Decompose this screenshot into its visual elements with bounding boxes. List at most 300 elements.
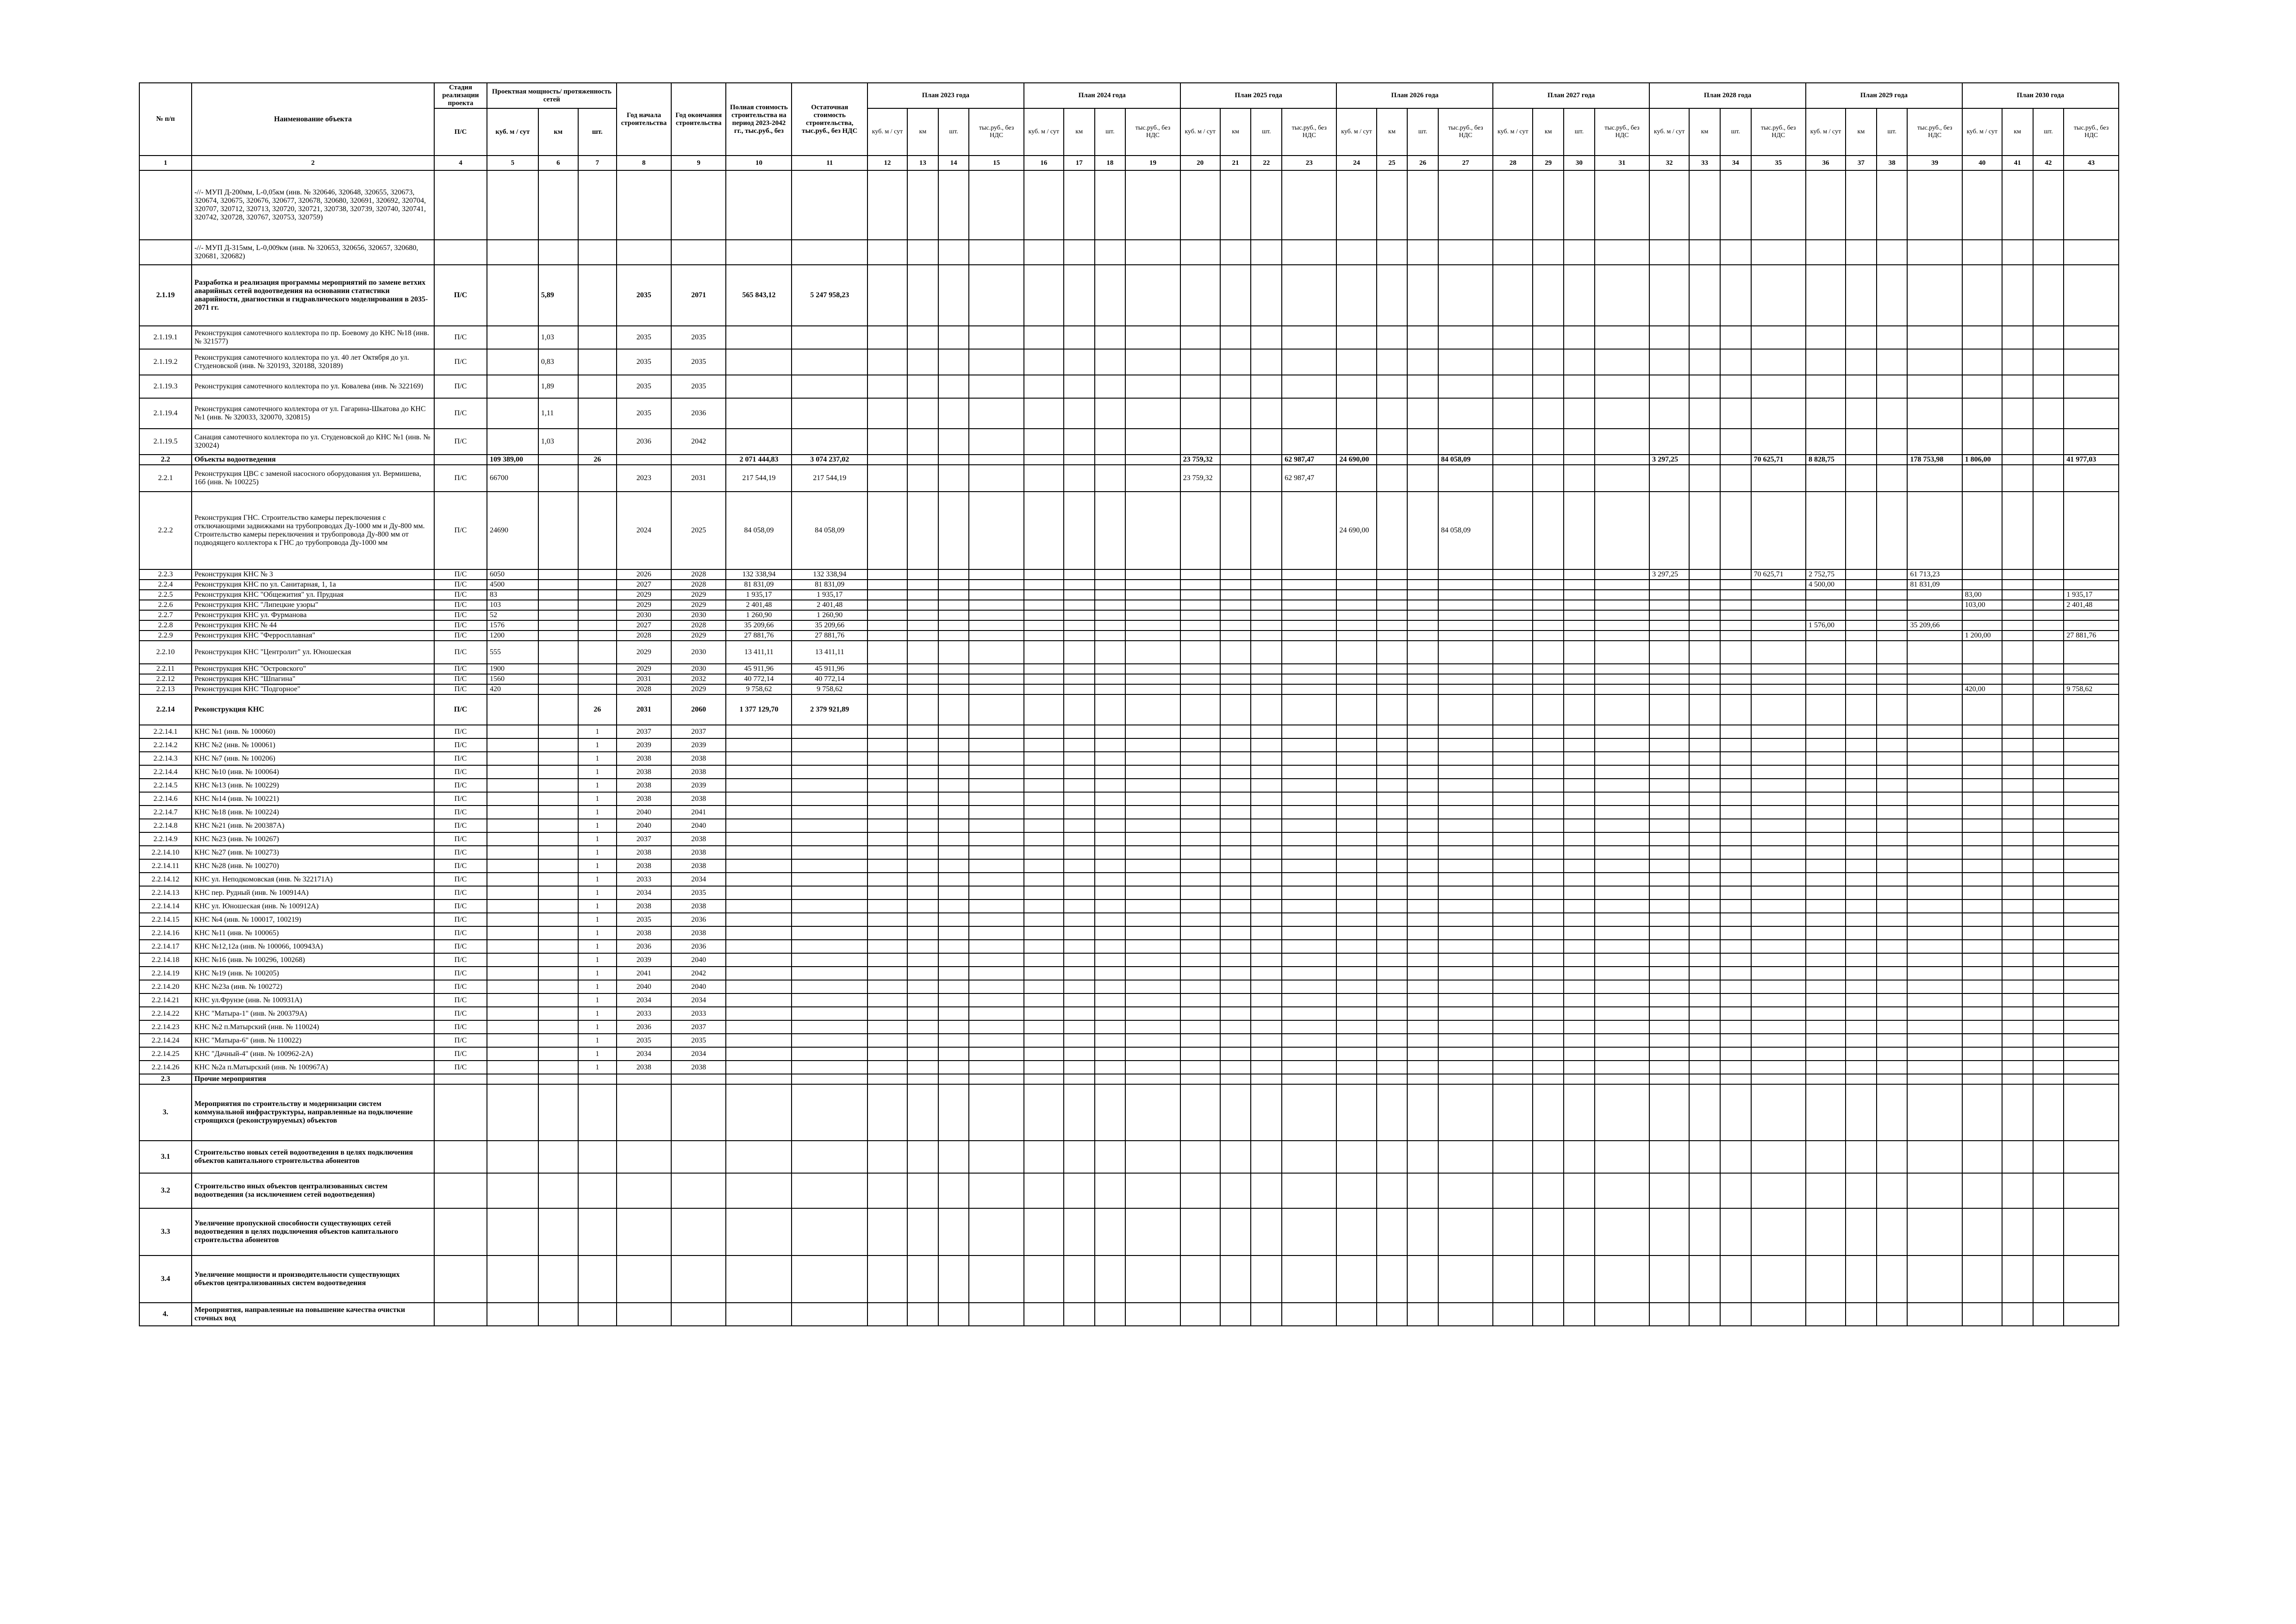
cell-col-22 xyxy=(1251,600,1282,610)
cell-col-41 xyxy=(2002,375,2033,398)
cell-col-29 xyxy=(1533,886,1564,899)
cell-col-18 xyxy=(1095,993,1126,1007)
cell-col-35 xyxy=(1751,913,1806,926)
cell-col-36 xyxy=(1806,684,1846,694)
cell-col-20 xyxy=(1180,1007,1220,1020)
column-number: 15 xyxy=(969,156,1023,170)
cell-col-34 xyxy=(1720,953,1751,967)
cell-col-41 xyxy=(2002,765,2033,779)
cell-col-13 xyxy=(907,819,938,832)
cell-col-22 xyxy=(1251,170,1282,240)
cell-col-6 xyxy=(538,1007,578,1020)
cell-col-10: 27 881,76 xyxy=(726,631,792,641)
subheader-ps: П/С xyxy=(434,108,487,156)
cell-col-36 xyxy=(1806,873,1846,886)
cell-col-10 xyxy=(726,899,792,913)
cell-col-31 xyxy=(1595,980,1649,993)
cell-col-42 xyxy=(2033,846,2064,859)
cell-col-21 xyxy=(1220,752,1251,765)
cell-col-28 xyxy=(1493,240,1533,265)
cell-col-29 xyxy=(1533,1061,1564,1074)
cell-col-18 xyxy=(1095,1047,1126,1061)
cell-col-39 xyxy=(1907,765,1962,779)
cell-col-43 xyxy=(2064,664,2119,674)
cell-col-11 xyxy=(792,752,867,765)
plan-2028-rub-header: тыс.руб., без НДС xyxy=(1751,108,1806,156)
row-number: 2.2.10 xyxy=(139,641,192,664)
cell-col-12 xyxy=(867,738,907,752)
cell-col-28 xyxy=(1493,349,1533,375)
cell-col-43 xyxy=(2064,846,2119,859)
cell-col-33 xyxy=(1689,873,1720,886)
cell-col-11 xyxy=(792,1020,867,1034)
cell-col-36 xyxy=(1806,1084,1846,1141)
cell-col-33 xyxy=(1689,684,1720,694)
cell-col-25 xyxy=(1377,492,1408,569)
cell-col-37 xyxy=(1846,926,1877,940)
plan-2029-m3-header: куб. м / сут xyxy=(1806,108,1846,156)
cell-col-38 xyxy=(1877,1074,1908,1084)
cell-col-10 xyxy=(726,1074,792,1084)
cell-col-11: 35 209,66 xyxy=(792,620,867,631)
cell-col-43 xyxy=(2064,926,2119,940)
cell-col-23 xyxy=(1282,684,1336,694)
cell-col-36 xyxy=(1806,792,1846,806)
cell-col-38 xyxy=(1877,886,1908,899)
cell-col-19 xyxy=(1125,492,1180,569)
cell-col-7: 1 xyxy=(578,1061,617,1074)
cell-col-17 xyxy=(1064,926,1095,940)
cell-col-39 xyxy=(1907,349,1962,375)
cell-col-15 xyxy=(969,967,1023,980)
cell-col-39 xyxy=(1907,792,1962,806)
cell-col-8: 2041 xyxy=(617,967,671,980)
cell-col-19 xyxy=(1125,375,1180,398)
cell-col-25 xyxy=(1377,926,1408,940)
cell-col-14 xyxy=(938,819,969,832)
cell-col-18 xyxy=(1095,610,1126,620)
cell-col-19 xyxy=(1125,1141,1180,1173)
cell-col-22 xyxy=(1251,993,1282,1007)
cell-col-25 xyxy=(1377,170,1408,240)
object-name: Реконструкция ГНС. Строительство камеры переключения с отключающими задвижками на трубопроводах Ду-1000 мм и Ду-800 мм. Строительство камеры переключения и трубопровода Ду-800 мм от подводящего коллектора к ГНС до трубопровода Ду-1000 мм xyxy=(192,492,434,569)
cell-col-9: 2038 xyxy=(671,1061,726,1074)
object-name: Реконструкция КНС № 44 xyxy=(192,620,434,631)
cell-col-21 xyxy=(1220,694,1251,725)
cell-col-26 xyxy=(1407,792,1438,806)
cell-col-37 xyxy=(1846,1303,1877,1326)
cell-col-31 xyxy=(1595,265,1649,326)
cell-col-36 xyxy=(1806,265,1846,326)
cell-col-6 xyxy=(538,899,578,913)
cell-col-16 xyxy=(1024,684,1064,694)
cell-col-4: П/С xyxy=(434,326,487,349)
cell-col-41 xyxy=(2002,569,2033,580)
cell-col-13 xyxy=(907,590,938,600)
row-number: 2.2.8 xyxy=(139,620,192,631)
cell-col-33 xyxy=(1689,610,1720,620)
cell-col-37 xyxy=(1846,792,1877,806)
cell-col-27 xyxy=(1438,600,1493,610)
cell-col-16 xyxy=(1024,465,1064,492)
cell-col-40 xyxy=(1962,1020,2002,1034)
cell-col-32 xyxy=(1649,819,1689,832)
object-name: КНС №2а п.Матырский (инв. № 100967А) xyxy=(192,1061,434,1074)
cell-col-7 xyxy=(578,429,617,455)
cell-col-24 xyxy=(1336,600,1376,610)
cell-col-28 xyxy=(1493,738,1533,752)
cell-col-26 xyxy=(1407,694,1438,725)
cell-col-29 xyxy=(1533,590,1564,600)
cell-col-23 xyxy=(1282,170,1336,240)
cell-col-42 xyxy=(2033,492,2064,569)
cell-col-12 xyxy=(867,993,907,1007)
cell-col-20 xyxy=(1180,1173,1220,1208)
cell-col-34 xyxy=(1720,349,1751,375)
row-number: 2.2.14.11 xyxy=(139,859,192,873)
cell-col-39 xyxy=(1907,610,1962,620)
cell-col-19 xyxy=(1125,899,1180,913)
cell-col-23 xyxy=(1282,694,1336,725)
cell-col-15 xyxy=(969,765,1023,779)
column-number: 36 xyxy=(1806,156,1846,170)
cell-col-23 xyxy=(1282,1020,1336,1034)
cell-col-38 xyxy=(1877,1061,1908,1074)
cell-col-30 xyxy=(1564,674,1595,684)
cell-col-34 xyxy=(1720,170,1751,240)
cell-col-11 xyxy=(792,1303,867,1326)
cell-col-35 xyxy=(1751,600,1806,610)
cell-col-37 xyxy=(1846,899,1877,913)
cell-col-24 xyxy=(1336,779,1376,792)
cell-col-6 xyxy=(538,926,578,940)
cell-col-22 xyxy=(1251,674,1282,684)
cell-col-30 xyxy=(1564,349,1595,375)
cell-col-38 xyxy=(1877,1020,1908,1034)
cell-col-12 xyxy=(867,886,907,899)
cell-col-40: 1 806,00 xyxy=(1962,455,2002,465)
cell-col-42 xyxy=(2033,873,2064,886)
table-row xyxy=(139,1007,2119,1020)
cell-col-32 xyxy=(1649,580,1689,590)
cell-col-17 xyxy=(1064,684,1095,694)
cell-col-9: 2038 xyxy=(671,832,726,846)
table-row xyxy=(139,725,2119,738)
row-number: 2.2.3 xyxy=(139,569,192,580)
cell-col-31 xyxy=(1595,1141,1649,1173)
cell-col-10 xyxy=(726,1034,792,1047)
cell-col-4: П/С xyxy=(434,832,487,846)
cell-col-30 xyxy=(1564,913,1595,926)
cell-col-5: 52 xyxy=(487,610,538,620)
cell-col-10 xyxy=(726,926,792,940)
cell-col-19 xyxy=(1125,240,1180,265)
cell-col-12 xyxy=(867,792,907,806)
cell-col-25 xyxy=(1377,1061,1408,1074)
cell-col-17 xyxy=(1064,326,1095,349)
cell-col-9: 2032 xyxy=(671,674,726,684)
object-name: Мероприятия, направленные на повышение качества очистки сточных вод xyxy=(192,1303,434,1326)
subheader-m3: куб. м / сут xyxy=(487,108,538,156)
cell-col-40 xyxy=(1962,993,2002,1007)
row-number: 2.2.14.19 xyxy=(139,967,192,980)
object-name: Увеличение мощности и производительности существующих объектов централизованных систем водоотведения xyxy=(192,1255,434,1303)
cell-col-26 xyxy=(1407,846,1438,859)
cell-col-27: 84 058,09 xyxy=(1438,492,1493,569)
cell-col-20 xyxy=(1180,398,1220,429)
cell-col-28 xyxy=(1493,980,1533,993)
cell-col-32 xyxy=(1649,980,1689,993)
cell-col-35 xyxy=(1751,806,1806,819)
cell-col-7: 1 xyxy=(578,832,617,846)
cell-col-41 xyxy=(2002,580,2033,590)
cell-col-9: 2029 xyxy=(671,631,726,641)
cell-col-22 xyxy=(1251,1255,1282,1303)
cell-col-17 xyxy=(1064,1034,1095,1047)
cell-col-7 xyxy=(578,641,617,664)
cell-col-22 xyxy=(1251,465,1282,492)
cell-col-6 xyxy=(538,465,578,492)
cell-col-36 xyxy=(1806,953,1846,967)
cell-col-26 xyxy=(1407,940,1438,953)
cell-col-43 xyxy=(2064,349,2119,375)
cell-col-17 xyxy=(1064,1255,1095,1303)
cell-col-19 xyxy=(1125,1303,1180,1326)
cell-col-28 xyxy=(1493,846,1533,859)
cell-col-32 xyxy=(1649,1303,1689,1326)
cell-col-8: 2038 xyxy=(617,926,671,940)
cell-col-25 xyxy=(1377,375,1408,398)
cell-col-18 xyxy=(1095,240,1126,265)
cell-col-5: 1560 xyxy=(487,674,538,684)
cell-col-11: 2 401,48 xyxy=(792,600,867,610)
cell-col-23 xyxy=(1282,1034,1336,1047)
row-number: 2.1.19.1 xyxy=(139,326,192,349)
cell-col-41 xyxy=(2002,620,2033,631)
cell-col-15 xyxy=(969,600,1023,610)
cell-col-37 xyxy=(1846,725,1877,738)
table-row xyxy=(139,1173,2119,1208)
cell-col-40 xyxy=(1962,940,2002,953)
cell-col-14 xyxy=(938,240,969,265)
cell-col-35 xyxy=(1751,641,1806,664)
plan-2026-rub-header: тыс.руб., без НДС xyxy=(1438,108,1493,156)
row-number: 3.3 xyxy=(139,1208,192,1255)
cell-col-34 xyxy=(1720,580,1751,590)
cell-col-40 xyxy=(1962,1255,2002,1303)
row-number: 3. xyxy=(139,1084,192,1141)
cell-col-34 xyxy=(1720,980,1751,993)
cell-col-17 xyxy=(1064,569,1095,580)
cell-col-25 xyxy=(1377,1047,1408,1061)
cell-col-36 xyxy=(1806,398,1846,429)
cell-col-18 xyxy=(1095,886,1126,899)
cell-col-37 xyxy=(1846,1084,1877,1141)
cell-col-26 xyxy=(1407,738,1438,752)
cell-col-17 xyxy=(1064,993,1095,1007)
cell-col-42 xyxy=(2033,265,2064,326)
plan-2025-sht-header: шт. xyxy=(1251,108,1282,156)
cell-col-11: 2 379 921,89 xyxy=(792,694,867,725)
table-row xyxy=(139,926,2119,940)
cell-col-20 xyxy=(1180,913,1220,926)
cell-col-32 xyxy=(1649,899,1689,913)
cell-col-13 xyxy=(907,641,938,664)
cell-col-7 xyxy=(578,1208,617,1255)
cell-col-17 xyxy=(1064,738,1095,752)
cell-col-25 xyxy=(1377,1084,1408,1141)
cell-col-31 xyxy=(1595,1034,1649,1047)
cell-col-41 xyxy=(2002,1208,2033,1255)
cell-col-9: 2038 xyxy=(671,926,726,940)
cell-col-21 xyxy=(1220,913,1251,926)
cell-col-37 xyxy=(1846,953,1877,967)
cell-col-14 xyxy=(938,765,969,779)
row-number: 2.2.1 xyxy=(139,465,192,492)
cell-col-25 xyxy=(1377,465,1408,492)
cell-col-35 xyxy=(1751,1303,1806,1326)
cell-col-27 xyxy=(1438,674,1493,684)
cell-col-9: 2029 xyxy=(671,684,726,694)
cell-col-22 xyxy=(1251,1173,1282,1208)
cell-col-24 xyxy=(1336,1047,1376,1061)
cell-col-5 xyxy=(487,1084,538,1141)
column-number: 28 xyxy=(1493,156,1533,170)
cell-col-12 xyxy=(867,779,907,792)
cell-col-21 xyxy=(1220,580,1251,590)
cell-col-21 xyxy=(1220,1303,1251,1326)
cell-col-16 xyxy=(1024,926,1064,940)
row-number: 2.2.2 xyxy=(139,492,192,569)
cell-col-41 xyxy=(2002,349,2033,375)
cell-col-40 xyxy=(1962,492,2002,569)
row-number: 2.1.19.4 xyxy=(139,398,192,429)
cell-col-22 xyxy=(1251,980,1282,993)
cell-col-17 xyxy=(1064,620,1095,631)
cell-col-27 xyxy=(1438,664,1493,674)
cell-col-10: 565 843,12 xyxy=(726,265,792,326)
cell-col-5: 109 389,00 xyxy=(487,455,538,465)
cell-col-5 xyxy=(487,1208,538,1255)
cell-col-13 xyxy=(907,492,938,569)
cell-col-19 xyxy=(1125,1007,1180,1020)
cell-col-14 xyxy=(938,940,969,953)
cell-col-28 xyxy=(1493,664,1533,674)
table-row xyxy=(139,846,2119,859)
cell-col-6 xyxy=(538,940,578,953)
cell-col-23 xyxy=(1282,765,1336,779)
cell-col-13 xyxy=(907,913,938,926)
cell-col-31 xyxy=(1595,429,1649,455)
cell-col-6 xyxy=(538,600,578,610)
row-number: 2.2.14.23 xyxy=(139,1020,192,1034)
cell-col-6 xyxy=(538,1303,578,1326)
cell-col-26 xyxy=(1407,980,1438,993)
cell-col-25 xyxy=(1377,429,1408,455)
cell-col-40 xyxy=(1962,375,2002,398)
cell-col-34 xyxy=(1720,899,1751,913)
cell-col-36 xyxy=(1806,806,1846,819)
cell-col-19 xyxy=(1125,620,1180,631)
object-name: КНС "Матыра-1" (инв. № 200379А) xyxy=(192,1007,434,1020)
cell-col-23 xyxy=(1282,819,1336,832)
cell-col-16 xyxy=(1024,1173,1064,1208)
cell-col-23: 62 987,47 xyxy=(1282,465,1336,492)
cell-col-14 xyxy=(938,641,969,664)
cell-col-30 xyxy=(1564,886,1595,899)
cell-col-7: 1 xyxy=(578,846,617,859)
cell-col-12 xyxy=(867,1061,907,1074)
cell-col-19 xyxy=(1125,926,1180,940)
cell-col-14 xyxy=(938,1047,969,1061)
cell-col-9: 2025 xyxy=(671,492,726,569)
cell-col-22 xyxy=(1251,1208,1282,1255)
cell-col-32 xyxy=(1649,465,1689,492)
cell-col-18 xyxy=(1095,349,1126,375)
cell-col-13 xyxy=(907,967,938,980)
cell-col-8: 2030 xyxy=(617,610,671,620)
table-row xyxy=(139,1020,2119,1034)
cell-col-38 xyxy=(1877,940,1908,953)
object-name: Строительство новых сетей водоотведения в целях подключения объектов капитального строительства абонентов xyxy=(192,1141,434,1173)
cell-col-29 xyxy=(1533,1173,1564,1208)
cell-col-29 xyxy=(1533,641,1564,664)
cell-col-32 xyxy=(1649,620,1689,631)
cell-col-39 xyxy=(1907,1208,1962,1255)
cell-col-41 xyxy=(2002,859,2033,873)
cell-col-13 xyxy=(907,674,938,684)
cell-col-12 xyxy=(867,375,907,398)
cell-col-33 xyxy=(1689,1007,1720,1020)
cell-col-7: 1 xyxy=(578,980,617,993)
cell-col-7: 1 xyxy=(578,1047,617,1061)
cell-col-10 xyxy=(726,429,792,455)
cell-col-34 xyxy=(1720,725,1751,738)
cell-col-36 xyxy=(1806,694,1846,725)
cell-col-30 xyxy=(1564,993,1595,1007)
cell-col-37 xyxy=(1846,240,1877,265)
cell-col-9: 2034 xyxy=(671,1047,726,1061)
cell-col-19 xyxy=(1125,349,1180,375)
cell-col-24 xyxy=(1336,819,1376,832)
cell-col-13 xyxy=(907,1047,938,1061)
cell-col-35 xyxy=(1751,886,1806,899)
header-plan-2029: План 2029 года xyxy=(1806,83,1962,108)
cell-col-10 xyxy=(726,375,792,398)
cell-col-36 xyxy=(1806,899,1846,913)
cell-col-27 xyxy=(1438,429,1493,455)
cell-col-25 xyxy=(1377,580,1408,590)
cell-col-17 xyxy=(1064,1141,1095,1173)
cell-col-34 xyxy=(1720,926,1751,940)
cell-col-29 xyxy=(1533,694,1564,725)
cell-col-16 xyxy=(1024,580,1064,590)
plan-2027-km-header: км xyxy=(1533,108,1564,156)
cell-col-26 xyxy=(1407,620,1438,631)
cell-col-34 xyxy=(1720,1255,1751,1303)
cell-col-12 xyxy=(867,620,907,631)
cell-col-13 xyxy=(907,1255,938,1303)
cell-col-19 xyxy=(1125,1034,1180,1047)
cell-col-5 xyxy=(487,886,538,899)
cell-col-24 xyxy=(1336,1303,1376,1326)
cell-col-34 xyxy=(1720,1034,1751,1047)
cell-col-4 xyxy=(434,1303,487,1326)
cell-col-17 xyxy=(1064,873,1095,886)
cell-col-11: 217 544,19 xyxy=(792,465,867,492)
cell-col-20 xyxy=(1180,1074,1220,1084)
object-name: КНС №19 (инв. № 100205) xyxy=(192,967,434,980)
